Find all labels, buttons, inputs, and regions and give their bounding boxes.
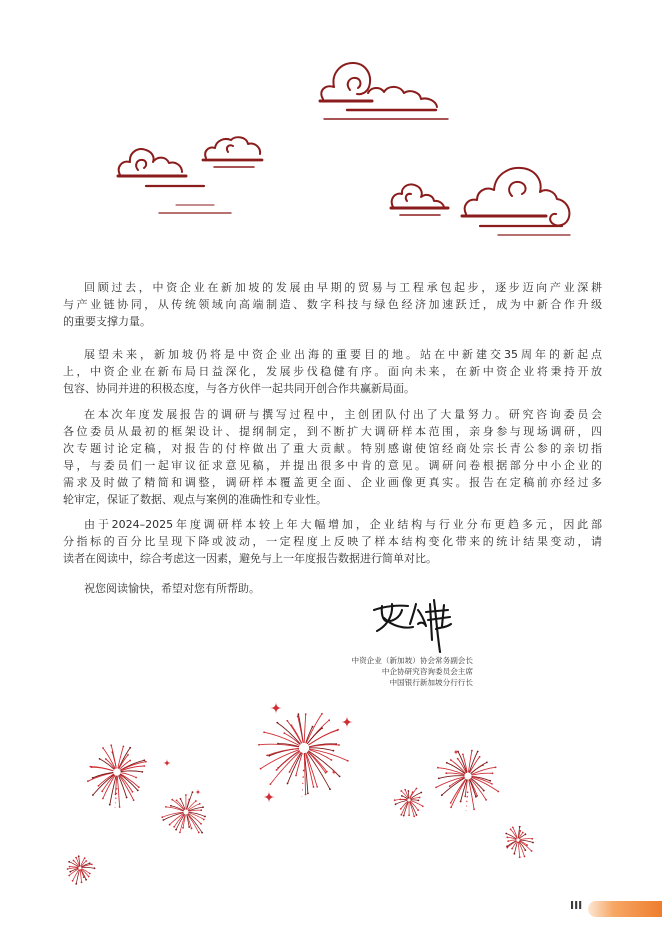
firework-spark [78,855,80,857]
firework-spark [485,799,487,801]
firework-spark [176,800,178,802]
firework-spark [75,883,77,885]
firework-spark [475,796,477,798]
firework-spark [511,848,513,850]
firework-spark [188,826,190,828]
firework-spark [408,814,410,816]
firework-icon [67,855,96,884]
firework-spark [85,860,87,862]
firework-spark [182,827,184,829]
firework-ray [187,792,193,809]
firework-spark [263,731,265,733]
firework-spark [403,815,405,817]
firework-spark [75,857,77,859]
firework-trail [303,770,305,772]
cloud-outline [321,63,370,99]
firework-spark [179,832,181,834]
firework-spark [126,797,128,799]
firework-spark [512,827,514,829]
firework-spark [129,760,131,762]
firework-spark [460,801,462,803]
firework-trail [115,807,116,808]
firework-spark [449,785,451,787]
firework-spark [119,806,121,808]
firework-spark [173,826,175,828]
firework-spark [84,857,86,859]
firework-spark [416,814,418,816]
firework-spark [524,856,526,858]
firework-spark [417,809,419,811]
firework-spark [531,838,533,840]
firework-spark [336,729,338,731]
firework-spark [507,840,509,842]
firework-spark [473,808,475,810]
firework-trail [466,796,468,798]
firework-ray [508,840,516,841]
firework-spark [395,803,397,805]
firework-spark [404,789,406,791]
firework-spark [446,762,448,764]
firework-spark [328,719,330,721]
firework-spark [73,860,75,862]
firework-ray [117,776,119,807]
paragraph-line: 与产业链协同，从传统领域向高端制造、数字科技与绿色经济加速跃迁，成为中新合作升级 [63,297,602,311]
firework-spark [277,743,279,745]
firework-trail [467,791,469,793]
cloud-icon [118,137,262,213]
firework-spark [143,765,145,767]
firework-spark [291,724,293,726]
paragraph-line: 包容、协同并进的积极态度，与各方伙伴一起共同开创合作共赢新局面。 [63,381,415,395]
signature-icon [374,600,451,652]
cloud-curl [406,194,411,201]
firework-spark [505,833,507,835]
firework-spark [298,713,300,715]
paragraph-line: 各位委员从最初的框架设计、提纲制定，到不断扩大调研样本范围，亲身参与现场调研，四 [63,424,602,438]
firework-spark [102,798,104,800]
paragraph-line: 在本次年度发展报告的调研与撰写过程中，主创团队付出了大量努力。研究咨询委员会 [84,407,602,421]
firework-spark [519,826,521,828]
firework-spark [305,713,307,715]
paragraph-line: 次专题讨论定稿，对报告的付梓做出了重大贡献。特别感谢使馆经商处宗长青公参的亲切指 [63,441,602,455]
firework-spark [408,790,410,792]
firework-spark [287,783,289,785]
firework-spark [522,832,524,834]
firework-spark [143,759,145,761]
firework-spark [141,771,143,773]
cloud-outline [368,87,437,107]
firework-spark [68,861,70,863]
firework-spark [81,881,83,883]
firework-spark [138,786,140,788]
firework-spark [99,758,101,760]
sparkle-icon [163,759,171,767]
firework-spark [83,876,85,878]
firework-ray [70,867,79,868]
firework-spark [89,873,91,875]
sparkle-icon [453,749,459,755]
firework-ray [304,714,306,742]
firework-spark [531,850,533,852]
firework-spark [419,797,421,799]
firework-trail [115,798,116,799]
firework-spark [85,879,87,881]
paragraph-review [63,279,602,330]
firework-ray [447,763,465,774]
firework-ray [309,745,339,747]
firework-spark [321,713,323,715]
firework-spark [133,799,135,801]
firework-spark [163,819,165,821]
firework-ray [520,841,527,845]
firework-spark [92,777,94,779]
paragraph-line: 祝您阅读愉快，希望对您有所帮助。 [84,581,260,595]
firework-spark [195,800,197,802]
firework-spark [89,862,91,864]
firework-spark [325,772,327,774]
firework-ray [110,776,116,805]
cloud-curl [509,182,525,196]
firework-trail [302,796,303,797]
firework-icon [394,788,424,818]
firework-ray [520,839,532,840]
firework-ray [76,870,79,884]
firework-spark [519,830,521,832]
firework-spark [102,747,104,749]
firework-spark [462,754,464,756]
page-accent-bar [588,901,662,917]
fireworks [67,702,534,885]
firework-spark [331,759,333,761]
firework-trail [302,789,303,790]
firework-spark [394,799,396,801]
firework-ray [306,727,313,743]
paragraph-acknowledgement [63,406,602,508]
firework-spark [258,744,260,746]
sparkle-icon [341,716,353,728]
firework-spark [441,794,443,796]
firework-spark [422,805,424,807]
firework-ray [411,800,419,801]
cloud-icon [320,63,448,119]
firework-spark [486,762,488,764]
firework-spark [297,715,299,717]
firework-spark [198,832,200,834]
firework-spark [532,842,534,844]
firework-spark [514,853,516,855]
firework-spark [132,791,134,793]
firework-spark [477,751,479,753]
firework-spark [110,744,112,746]
firework-spark [69,871,71,873]
firework-spark [524,849,526,851]
firework-icon [161,791,206,833]
firework-spark [185,794,187,796]
firework-spark [506,845,508,847]
firework-spark [313,786,315,788]
firework-spark [316,786,318,788]
firework-spark [438,778,440,780]
firework-ray [162,812,183,817]
firework-spark [276,769,278,771]
firework-spark [276,722,278,724]
firework-spark [270,783,272,785]
firework-spark [295,775,297,777]
paragraph-line: 展望未来，新加坡仍将是中资企业出海的重要目的地。站在中新建交35周年的新起点 [84,347,602,361]
firework-ray [121,771,142,772]
firework-spark [92,794,94,796]
firework-spark [129,747,131,749]
paragraph-line: 导，与委员们一起审议征求意见稿，并提出很多中肯的意见。调研问卷根据部分中小企业的 [63,458,602,472]
firework-trail [466,810,467,811]
firework-ray [82,868,95,869]
cloud-curl [136,160,146,170]
paragraph-line: 读者在阅读中，综合考虑这一因素，避免与上一年度报告数据进行简单对比。 [63,551,437,565]
signatory-titles [352,655,474,689]
firework-spark [68,875,70,877]
firework-spark [175,829,177,831]
firework-spark [401,795,403,797]
firework-spark [400,814,402,816]
firework-spark [135,777,137,779]
firework-spark [169,824,171,826]
cloud-outline [205,137,260,158]
firework-spark [489,780,491,782]
firework-spark [88,876,90,878]
firework-icon [435,750,499,811]
paragraph-line: 分指标的百分比呈现下降或波动，一定程度上反映了样本结构变化带来的统计结果变动，请 [63,534,602,548]
firework-spark [321,727,323,729]
signatory-title: 中企协研究咨询委员会主席 [381,667,473,677]
firework-spark [339,776,341,778]
firework-spark [283,732,285,734]
firework-icon [258,713,349,797]
firework-spark [399,799,401,801]
firework-spark [203,819,205,821]
sparkle-icon [195,789,201,795]
firework-spark [161,816,163,818]
page-number: III [570,899,583,912]
firework-spark [69,866,71,868]
sparkle-icon [263,791,275,803]
firework-ray [121,774,139,787]
firework-spark [400,808,402,810]
firework-ray [408,791,409,798]
firework-ray [410,801,418,810]
firework-spark [483,790,485,792]
paragraph-line: 轮审定，保证了数据、观点与案例的准确性和专业性。 [63,492,327,506]
sparkle-icon [270,702,282,714]
firework-spark [491,783,493,785]
paragraph-line: 需求及时做了精简和调整，调研样本覆盖更全面、企业画像更真实。报告在定稿前亦经过多 [63,475,602,489]
firework-spark [109,804,111,806]
firework-spark [333,750,335,752]
firework-trail [116,788,118,790]
firework-trail [466,805,467,806]
firework-spark [200,809,202,811]
firework-spark [123,746,125,748]
cloud-outline [392,184,444,208]
firework-spark [91,864,93,866]
firework-spark [307,793,309,795]
firework-spark [200,823,202,825]
firework-spark [506,836,508,838]
cloud-curl [348,78,361,90]
firework-spark [312,726,314,728]
firework-spark [497,791,499,793]
signatory-title: 中国银行新加坡分行行长 [389,678,473,688]
signatory-title: 中资企业（新加坡）协会常务副会长 [351,656,473,665]
firework-spark [171,799,173,801]
firework-spark [435,787,437,789]
firework-spark [416,788,418,790]
firework-trail [302,776,304,778]
firework-spark [90,766,92,768]
firework-spark [199,803,201,805]
firework-spark [495,766,497,768]
firework-spark [450,802,452,804]
firework-spark [437,767,439,769]
firework-spark [400,790,402,792]
firework-spark [525,833,527,835]
firework-spark [492,772,494,774]
firework-spark [418,800,420,802]
firework-icon [505,826,534,858]
firework-spark [338,744,340,746]
firework-spark [305,794,307,796]
paragraph-data-note [63,516,602,567]
sparkle-icon [331,769,337,775]
firework-spark [450,759,452,761]
firework-spark [510,829,512,831]
firework-spark [260,768,262,770]
firework-spark [464,796,466,798]
firework-spark [180,798,182,800]
paragraph-line: 回顾过去，中资企业在新加坡的发展由早期的贸易与工程承包起步，逐步迈向产业深耕 [84,280,602,294]
cloud-icon [391,168,570,235]
firework-spark [72,880,74,882]
firework-spark [413,815,415,817]
firework-spark [105,758,107,760]
firework-ray [174,814,184,827]
firework-spark [329,788,331,790]
paragraph-line: 的重要支撑力量。 [63,314,151,328]
paragraph-outlook [63,346,602,397]
firework-spark [289,771,291,773]
firework-spark [519,856,521,858]
firework-spark [137,790,139,792]
firework-spark [101,790,103,792]
paragraph-closing [63,580,602,597]
firework-spark [347,760,349,762]
firework-ray [270,752,300,784]
firework-spark [127,754,129,756]
firework-spark [165,806,167,808]
firework-spark [420,792,422,794]
firework-trail [115,793,117,795]
cloud-outline [119,149,182,175]
firework-spark [202,806,204,808]
firework-trail [115,802,116,803]
firework-spark [201,832,203,834]
firework-spark [471,750,473,752]
firework-ray [472,773,493,775]
firework-spark [98,785,100,787]
paragraph-line: 上，中资企业在新布局日益深化，发展步伐稳健有序。面向未来，在新中资企业将秉持开放 [63,364,602,378]
firework-spark [170,805,172,807]
firework-spark [457,758,459,760]
firework-spark [145,761,147,763]
firework-spark [94,867,96,869]
firework-trail [302,783,303,784]
firework-spark [192,791,194,793]
firework-ray [401,801,408,809]
firework-ray [80,870,81,882]
firework-ray [306,714,322,743]
paragraph-line: 由于2024–2025年度调研样本较上年大幅增加，企业结构与行业分布更趋多元，因此部 [84,517,602,531]
firework-spark [479,756,481,758]
firework-spark [450,806,452,808]
firework-spark [266,755,268,757]
firework-trail [466,801,467,802]
firework-spark [204,816,206,818]
firework-spark [67,868,69,870]
firework-spark [445,772,447,774]
cloud-curl [227,145,233,152]
firework-icon [87,744,147,808]
firework-spark [87,780,89,782]
firework-spark [191,828,193,830]
firework-spark [286,720,288,722]
firework-ray [119,776,127,798]
